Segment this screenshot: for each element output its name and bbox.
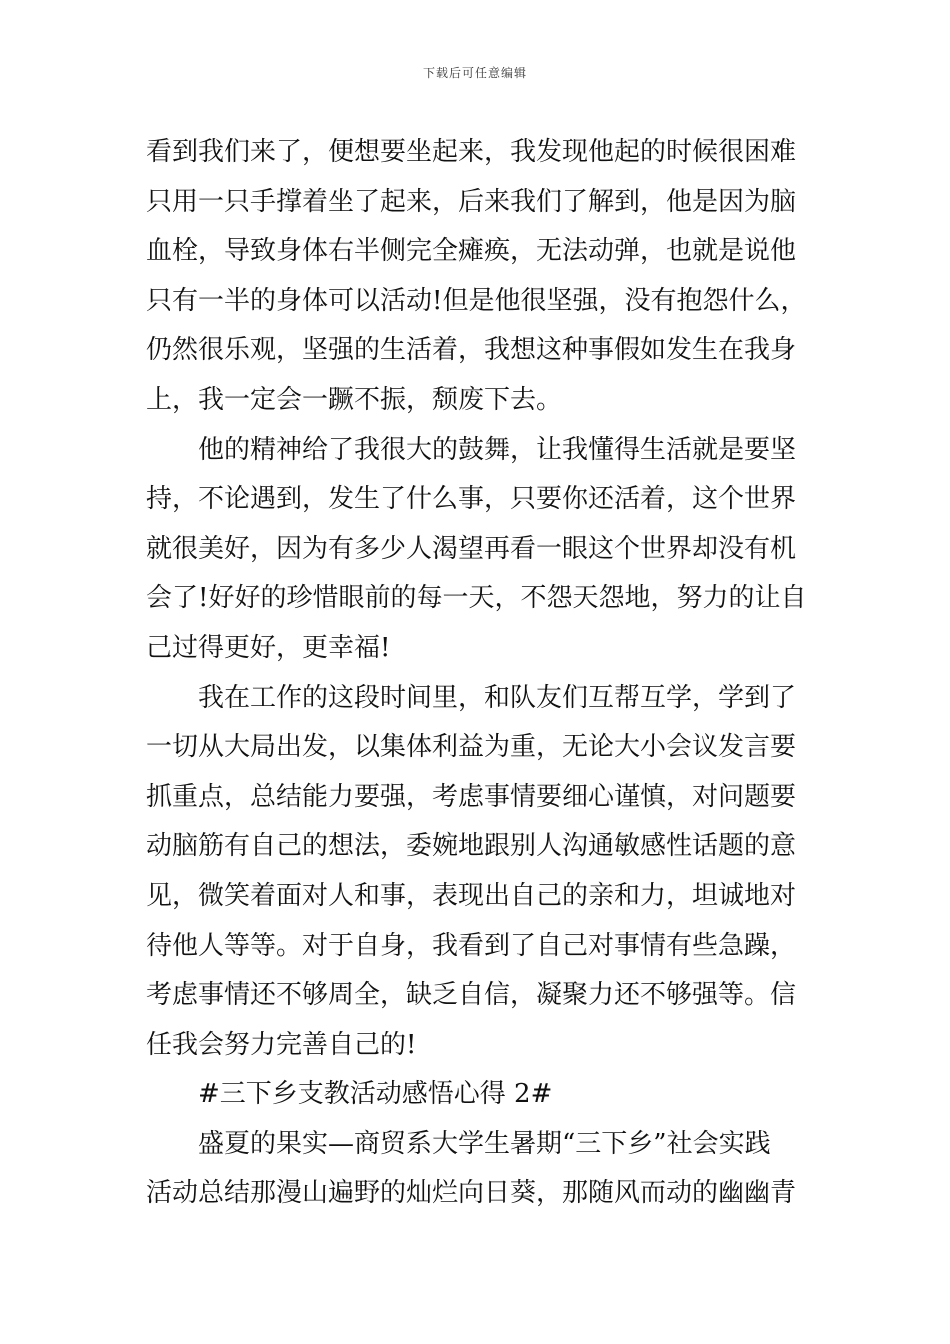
text-line: 仍然很乐观，坚强的生活着，我想这种事假如发生在我身 [146, 335, 797, 366]
text-line: 己过得更好，更幸福! [146, 632, 391, 663]
text-line: 血栓，导致身体右半侧完全瘫痪，无法动弹，也就是说他 [146, 236, 797, 267]
text-line: 我在工作的这段时间里，和队友们互帮互学，学到了 [198, 682, 797, 713]
text-line: 会了!好好的珍惜眼前的每一天，不怨天怨地，努力的让自 [146, 583, 807, 614]
text-line: #三下乡支教活动感悟心得 2# [198, 1079, 553, 1110]
text-line: 盛夏的果实—商贸系大学生暑期“三下乡”社会实践 [198, 1128, 771, 1159]
text-line: 只用一只手撑着坐了起来，后来我们了解到，他是因为脑 [146, 186, 797, 217]
text-line: 只有一半的身体可以活动!但是他很坚强，没有抱怨什么， [146, 285, 807, 316]
text-line: 上，我一定会一蹶不振，颓废下去。 [146, 384, 563, 415]
document-body [146, 128, 808, 1219]
text-line: 活动总结那漫山遍野的灿烂向日葵，那随风而动的幽幽青 [146, 1178, 797, 1209]
text-line: 抓重点，总结能力要强，考虑事情要细心谨慎，对问题要 [146, 781, 797, 812]
page-header: 下载后可任意编辑 [422, 66, 527, 80]
text-line: 考虑事情还不够周全，缺乏自信，凝聚力还不够强等。信 [146, 980, 797, 1011]
text-line: 见，微笑着面对人和事，表现出自己的亲和力，坦诚地对 [146, 880, 797, 911]
text-line: 他的精神给了我很大的鼓舞，让我懂得生活就是要坚 [198, 434, 797, 465]
text-line: 任我会努力完善自己的! [146, 1029, 417, 1060]
text-line: 就很美好，因为有多少人渴望再看一眼这个世界却没有机 [146, 533, 797, 564]
text-line: 待他人等等。对于自身，我看到了自己对事情有些急躁， [146, 930, 797, 961]
text-line: 动脑筋有自己的想法，委婉地跟别人沟通敏感性话题的意 [146, 831, 797, 862]
text-line: 看到我们来了，便想要坐起来，我发现他起的时候很困难 [146, 137, 797, 167]
text-line: 一切从大局出发，以集体利益为重，无论大小会议发言要 [146, 732, 797, 763]
text-line: 持，不论遇到，发生了什么事，只要你还活着，这个世界 [146, 484, 797, 515]
